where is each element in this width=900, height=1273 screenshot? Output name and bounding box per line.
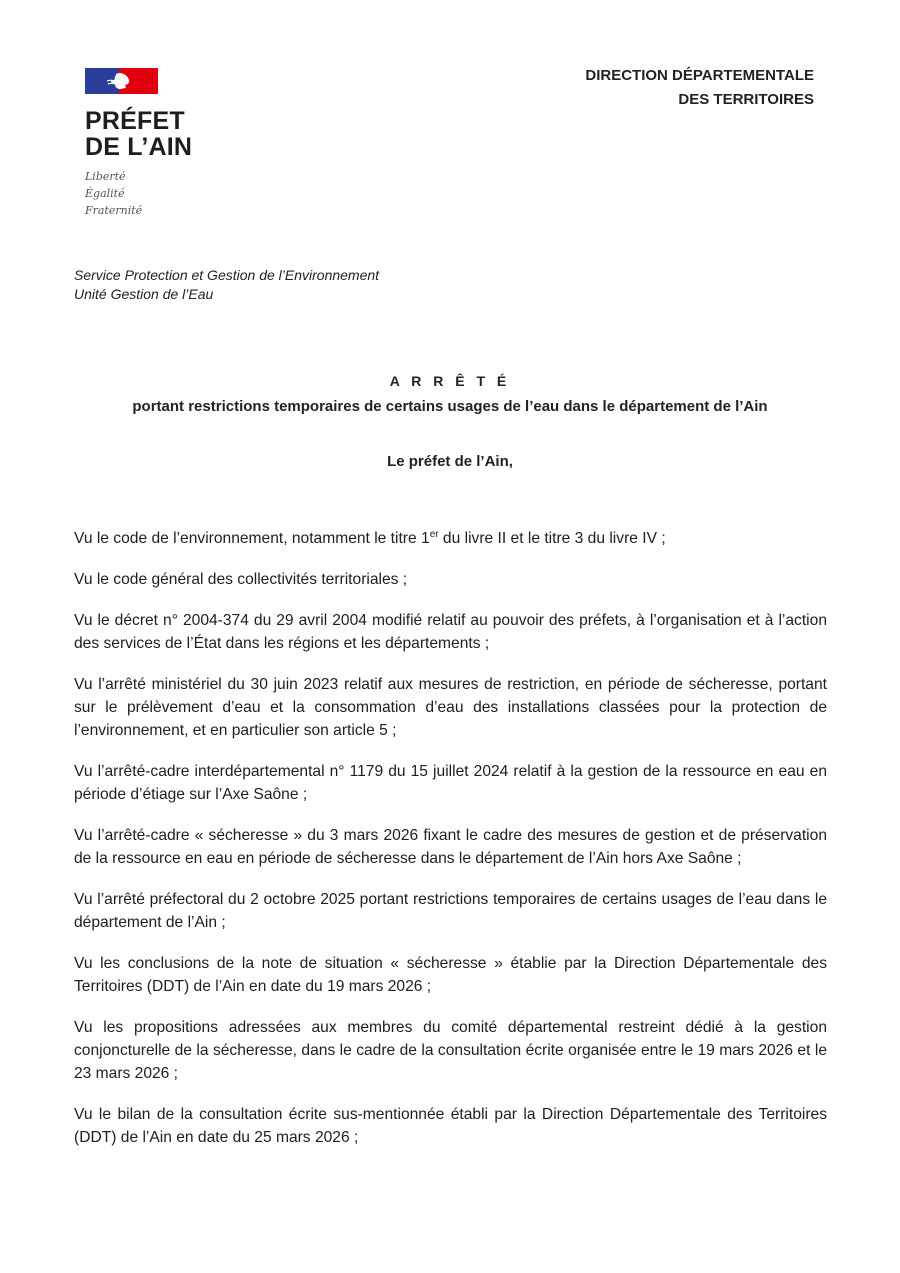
- prefecture-name-line2: DE L’AIN: [85, 133, 193, 161]
- considerant-item: Vu les propositions adressées aux membres du comité départemental restreint dédié à la gestion conjoncturelle de la sécheresse, dans le cadre de la consultation écrite organisée entre le 19 mars 2026 et le 23 mars 2026 ;: [74, 1019, 827, 1082]
- document-title: A R R Ê T É: [389, 373, 511, 389]
- prefecture-logo: [85, 68, 215, 219]
- issuer-line: Le préfet de l’Ain,: [387, 453, 513, 470]
- considerant-item: Vu le code général des collectivités territoriales ;: [74, 571, 408, 588]
- considerant-item: Vu l’arrêté ministériel du 30 juin 2023 relatif aux mesures de restriction, en période de sécheresse, portant sur le prélèvement d’eau et la consommation d’eau des installations classées pour la protection de l’environnement, et en particulier son article 5 ;: [74, 676, 827, 739]
- considerant-item: Vu le bilan de la consultation écrite sus-mentionnée établi par la Direction Départementale des Territoires (DDT) de l’Ain en date du 25 mars 2026 ;: [74, 1106, 827, 1146]
- republic-motto: [85, 168, 215, 219]
- motto-fraternite: Fraternité: [85, 204, 143, 217]
- direction-header: [585, 64, 814, 112]
- unit-name: Unité Gestion de l’Eau: [74, 286, 214, 302]
- prefecture-name: [85, 108, 215, 160]
- direction-line1: DIRECTION DÉPARTEMENTALE: [585, 67, 814, 84]
- marianne-profile-icon: [105, 72, 133, 90]
- considerant-item: Vu le décret n° 2004-374 du 29 avril 2004 modifié relatif au pouvoir des préfets, à l’organisation et à l’action des services de l’État dans les régions et les départements ;: [74, 612, 827, 652]
- motto-liberte: Liberté: [85, 170, 126, 183]
- considerant-item: Vu l’arrêté-cadre « sécheresse » du 3 mars 2026 fixant le cadre des mesures de gestion et de préservation de la ressource en eau en période de sécheresse dans le département de l’Ain hors Axe Saône ;: [74, 827, 827, 867]
- considerants-list: [74, 527, 827, 1167]
- considerant-text: Vu le code de l’environnement, notamment le titre 1: [74, 530, 430, 547]
- considerant-text-end: du livre II et le titre 3 du livre IV ;: [438, 530, 666, 547]
- document-subtitle: portant restrictions temporaires de certains usages de l’eau dans le département de l’Ain: [132, 398, 768, 415]
- considerant-item: Vu l’arrêté-cadre interdépartemental n° 1179 du 15 juillet 2024 relatif à la gestion de la ressource en eau en période d’étiage sur l’Axe Saône ;: [74, 763, 827, 803]
- prefecture-name-line1: PRÉFET: [85, 107, 185, 135]
- considerant-item: Vu les conclusions de la note de situation « sécheresse » établie par la Direction Départementale des Territoires (DDT) de l’Ain en date du 19 mars 2026 ;: [74, 955, 827, 995]
- marianne-flag-icon: [85, 68, 158, 94]
- considerant-item: Vu l’arrêté préfectoral du 2 octobre 2025 portant restrictions temporaires de certains usages de l’eau dans le département de l’Ain ;: [74, 891, 827, 931]
- motto-egalite: Égalité: [85, 187, 125, 200]
- direction-line2: DES TERRITOIRES: [678, 91, 814, 108]
- ordinal-superscript: er: [429, 528, 439, 540]
- considerant-item: [74, 527, 827, 550]
- service-name: Service Protection et Gestion de l’Environnement: [74, 267, 380, 283]
- service-block: [74, 266, 379, 304]
